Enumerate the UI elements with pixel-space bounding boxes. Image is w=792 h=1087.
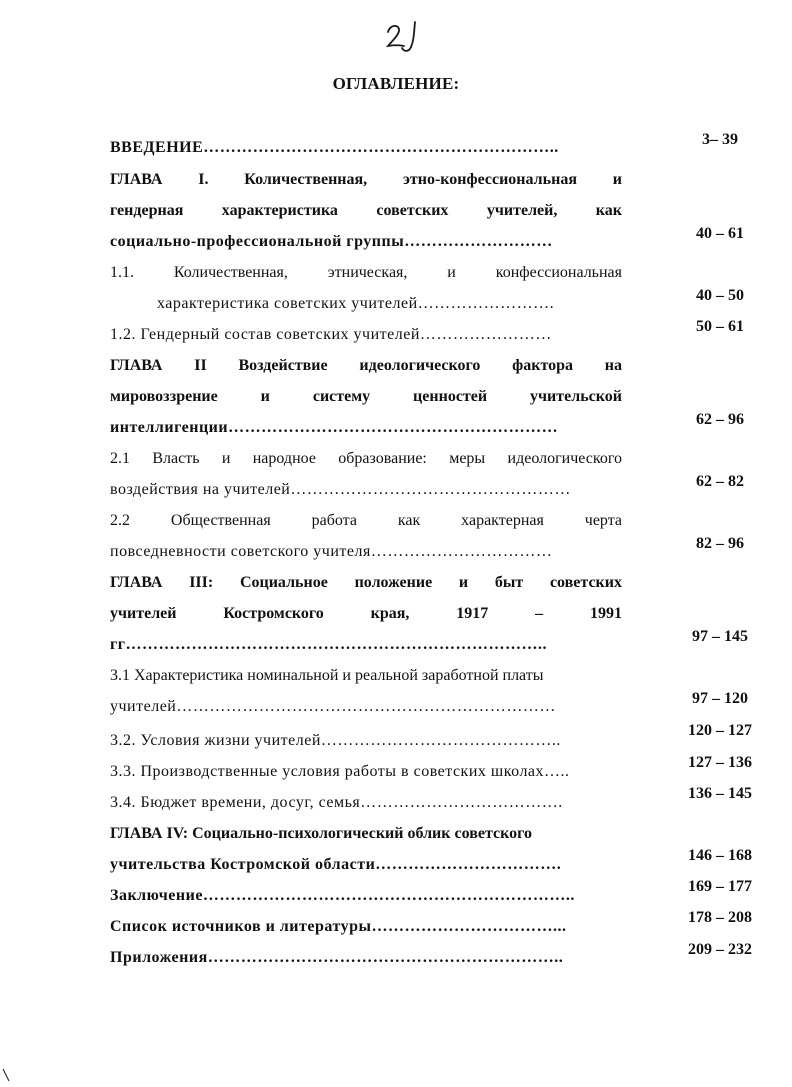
toc-page-range: 62 – 82 [696,473,744,490]
toc-page-range: 178 – 208 [688,909,752,926]
toc-line: 2.1 Власть и народное образование: меры идеологического [110,450,622,467]
toc-page-range: 82 – 96 [696,535,744,552]
toc-line: интеллигенции…………………………………………………… [110,419,559,436]
toc-line: Список источников и литературы……………………………... [110,918,567,935]
toc-page-range: 120 – 127 [688,722,752,739]
toc-line: учителей Костромского края, 1917 – 1991 [110,605,622,622]
toc-line: мировоззрение и систему ценностей учительской [110,388,622,405]
toc-page-range: 136 – 145 [688,785,752,802]
toc-page-range: 97 – 145 [692,628,748,645]
toc-line: воздействия на учителей…………………………………………… [110,481,571,498]
toc-page-range: 40 – 50 [696,287,744,304]
toc-page-range: 50 – 61 [696,318,744,335]
page-title: ОГЛАВЛЕНИЕ: [332,74,460,93]
toc-line: повседневности советского учителя…………………………… [110,543,553,560]
toc-line: учительства Костромской области……………………………. [110,856,562,873]
toc-page-range: 209 – 232 [688,941,752,958]
toc-line: 3.1 Характеристика номинальной и реальной заработной платы [110,667,544,684]
toc-page-range: 40 – 61 [696,225,744,242]
toc-line: социально-профессиональной группы……………………… [110,233,553,250]
toc-line: 2.2 Общественная работа как характерная черта [110,512,622,529]
toc-line: 3.4. Бюджет времени, досуг, семья………………………………. [110,794,563,811]
toc-line: 1.2. Гендерный состав советских учителей…………………… [110,326,552,343]
toc-line: 1.1. Количественная, этническая, и конфессиональная [110,264,622,281]
toc-line: гендерная характеристика советских учителей, как [110,202,622,219]
toc-line: Заключение………………………………………………………….. [110,887,575,904]
toc-page-range: 3– 39 [702,131,738,148]
toc-page-range: 169 – 177 [688,878,752,895]
toc-line: ВВЕДЕНИЕ……………………………………………………….. [110,139,559,156]
toc-line: ГЛАВА I. Количественная, этно-конфессиональная и [110,171,622,188]
toc-page-range: 97 – 120 [692,690,748,707]
toc-line: характеристика советских учителей……………………. [157,295,555,312]
toc-line: Приложения……………………………………………………….. [110,949,564,966]
toc-line: 3.3. Производственные условия работы в советских школах….. [110,763,570,780]
toc-line: 3.2. Условия жизни учителей…………………………………….. [110,732,561,749]
toc-line: гг………………………………………………………………….. [110,636,548,653]
toc-line: ГЛАВА II Воздействие идеологического фактора на [110,357,622,374]
toc-line: ГЛАВА IV: Социально-психологический облик советского [110,825,532,842]
toc-page-range: 62 – 96 [696,411,744,428]
toc-page-range: 146 – 168 [688,847,752,864]
scan-artifact-mark [0,1068,14,1082]
toc-page-range: 127 – 136 [688,754,752,771]
toc-line: учителей…………………………………………………………… [110,698,556,715]
toc-line: ГЛАВА III: Социальное положение и быт советских [110,574,622,591]
